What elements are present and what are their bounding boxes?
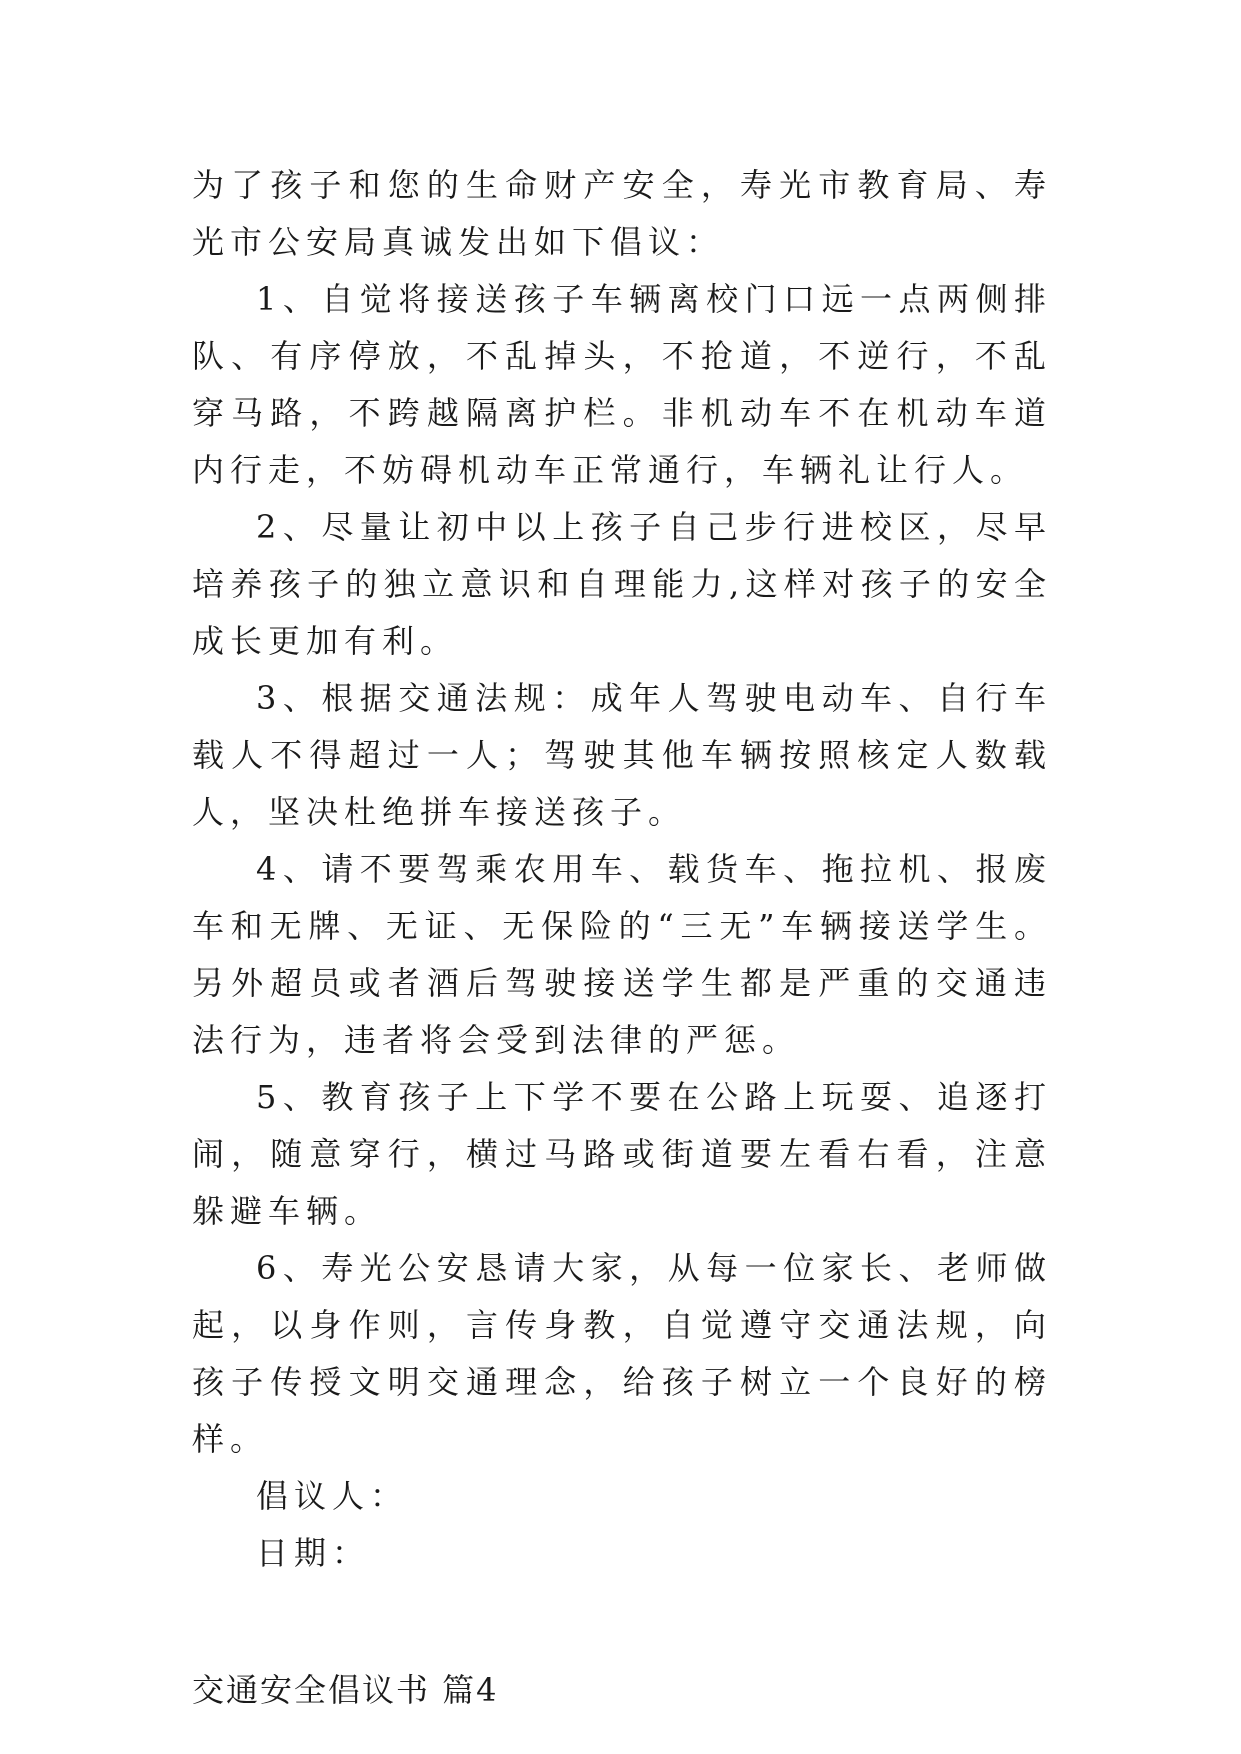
date-label: 日期： [256, 1534, 371, 1572]
proposal-item-5: 5、教育孩子上下学不要在公路上玩耍、追逐打闹，随意穿行，横过马路或街道要左看右看，注意躲避车辆。 [192, 1078, 1052, 1230]
proposal-item-4: 4、请不要驾乘农用车、载货车、拖拉机、报废车和无牌、无证、无保险的“三无”车辆接送学生。另外超员或者酒后驾驶接送学生都是严重的交通违法行为，违者将会受到法律的严惩。 [192, 850, 1052, 1059]
next-section-title: 交通安全倡议书 篇4 [192, 1671, 499, 1709]
proposal-item-1: 1、自觉将接送孩子车辆离校门口远一点两侧排队、有序停放，不乱掉头，不抢道，不逆行，不乱穿马路，不跨越隔离护栏。非机动车不在机动车道内行走，不妨碍机动车正常通行，车辆礼让行人。 [192, 280, 1052, 489]
document-body [192, 157, 1052, 1719]
proposal-item-6: 6、寿光公安恳请大家，从每一位家长、老师做起，以身作则，言传身教，自觉遵守交通法规，向孩子传授文明交通理念，给孩子树立一个良好的榜样。 [192, 1249, 1052, 1458]
section-spacer [192, 1582, 1052, 1662]
proposal-item-2: 2、尽量让初中以上孩子自己步行进校区，尽早培养孩子的独立意识和自理能力,这样对孩子的安全成长更加有利。 [192, 508, 1052, 660]
signer-label: 倡议人： [256, 1477, 409, 1515]
intro-paragraph: 为了孩子和您的生命财产安全，寿光市教育局、寿光市公安局真诚发出如下倡议： [192, 166, 1052, 261]
proposal-item-3: 3、根据交通法规：成年人驾驶电动车、自行车载人不得超过一人；驾驶其他车辆按照核定人数载人，坚决杜绝拼车接送孩子。 [192, 679, 1052, 831]
